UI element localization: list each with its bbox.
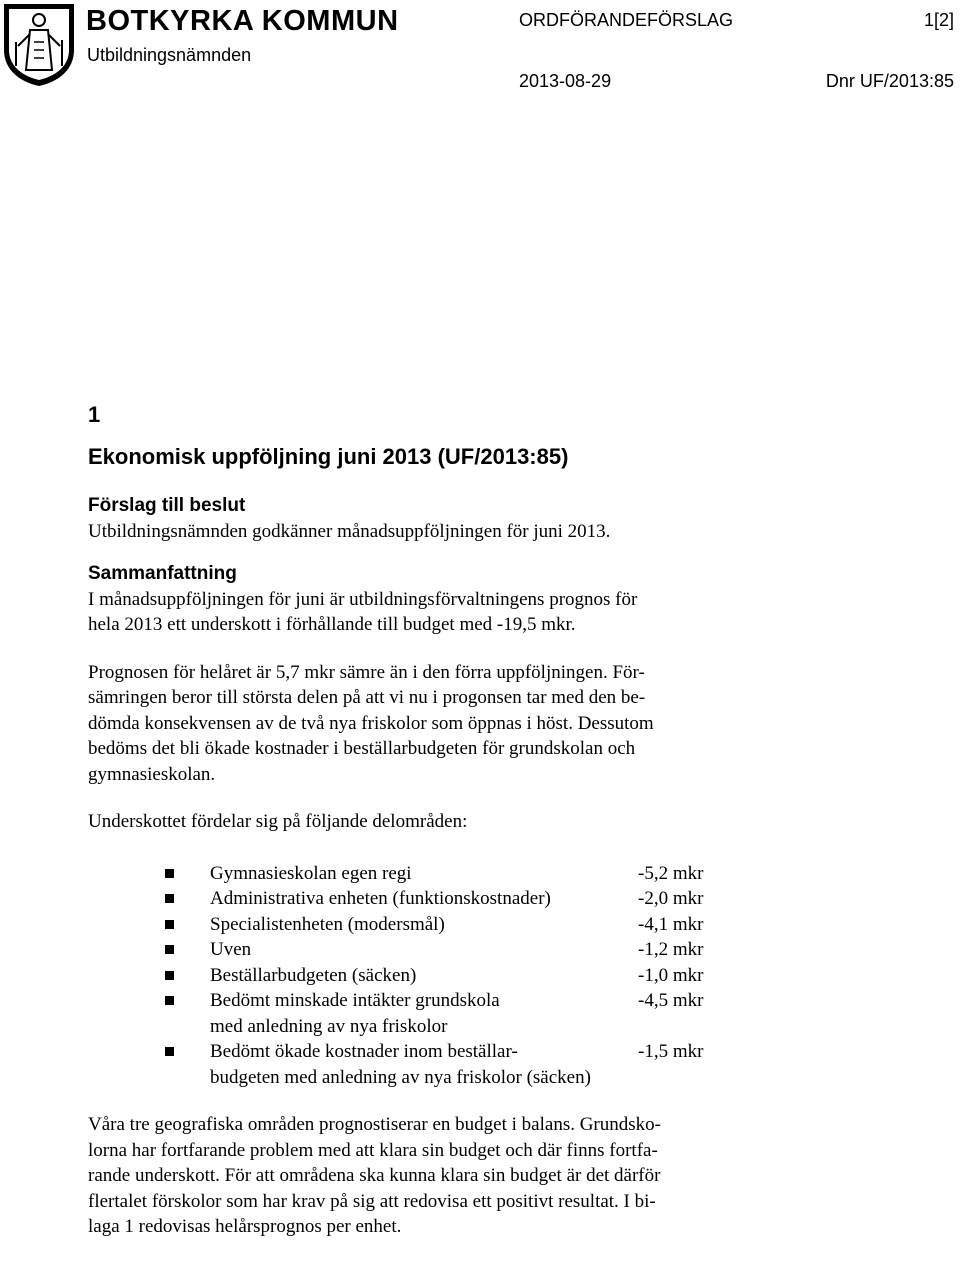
decision-section	[88, 493, 808, 545]
list-item: Bedömt ökade kostnader inom beställar- -1,5 mkr budgeten med anledning av nya friskolor (säcken)	[88, 1039, 808, 1090]
list-item: Specialistenheten (modersmål) -4,1 mkr	[88, 912, 808, 938]
page-number: 1[2]	[923, 10, 954, 30]
org-name: BOTKYRKA KOMMUN	[86, 5, 399, 37]
item-title: Ekonomisk uppföljning juni 2013 (UF/2013:85)	[88, 444, 569, 469]
list-item: Beställarbudgeten (säcken) -1,0 mkr	[88, 963, 808, 989]
square-bullet-icon	[165, 894, 174, 903]
summary-heading: Sammanfattning	[88, 562, 237, 584]
coat-of-arms-icon	[0, 0, 78, 88]
registration-number: Dnr UF/2013:85	[825, 71, 954, 91]
summary-paragraph: Underskottet fördelar sig på följande delområden:	[88, 811, 468, 832]
closing-paragraph: Våra tre geografiska områden prognostiserar en budget i balans. Grundsko- lorna har fortfarande problem med att klara sin budget och där finns fortfa- rande underskott. För att områdena ska kunna klara sin budget är det därför flertalet förskolor som har krav på sig att redovisa ett positivt resultat. I bi- laga 1 redovisas helårsprognos per enhet.	[88, 1114, 661, 1237]
summary-paragraph: Prognosen för helåret är 5,7 mkr sämre än i den förra uppföljningen. För- sämringen beror till största delen på att vi nu i progonsen tar med den be- dömda konsekvensen av de två nya friskolor som öppnas i höst. Dessutom bedöms det bli ökade kostnader i beställarbudgeten för grundskolan och gymnasieskolan.	[88, 661, 654, 785]
list-item: Gymnasieskolan egen regi -5,2 mkr	[88, 861, 808, 887]
square-bullet-icon	[165, 971, 174, 980]
document-date: 2013-08-29	[519, 71, 612, 91]
square-bullet-icon	[165, 945, 174, 954]
square-bullet-icon	[165, 920, 174, 929]
document-body	[88, 400, 808, 1240]
item-number: 1	[88, 402, 101, 427]
square-bullet-icon	[165, 869, 174, 878]
summary-section	[88, 561, 808, 1240]
list-item: Uven -1,2 mkr	[88, 937, 808, 963]
summary-paragraph: I månadsuppföljningen för juni är utbildningsförvaltningens prognos för hela 2013 ett underskott i förhållande till budget med -19,5 mkr.	[88, 588, 638, 635]
list-item: Administrativa enheten (funktionskostnader) -2,0 mkr	[88, 886, 808, 912]
org-unit: Utbildningsnämnden	[87, 45, 252, 65]
decision-text: Utbildningsnämnden godkänner månadsuppföljningen för juni 2013.	[88, 521, 611, 542]
deficit-list	[88, 861, 808, 1091]
document-type: ORDFÖRANDEFÖRSLAG	[519, 10, 734, 30]
decision-heading: Förslag till beslut	[88, 495, 246, 516]
square-bullet-icon	[165, 1047, 174, 1056]
square-bullet-icon	[165, 996, 174, 1005]
list-item: Bedömt minskade intäkter grundskola -4,5 mkr med anledning av nya friskolor	[88, 988, 808, 1039]
